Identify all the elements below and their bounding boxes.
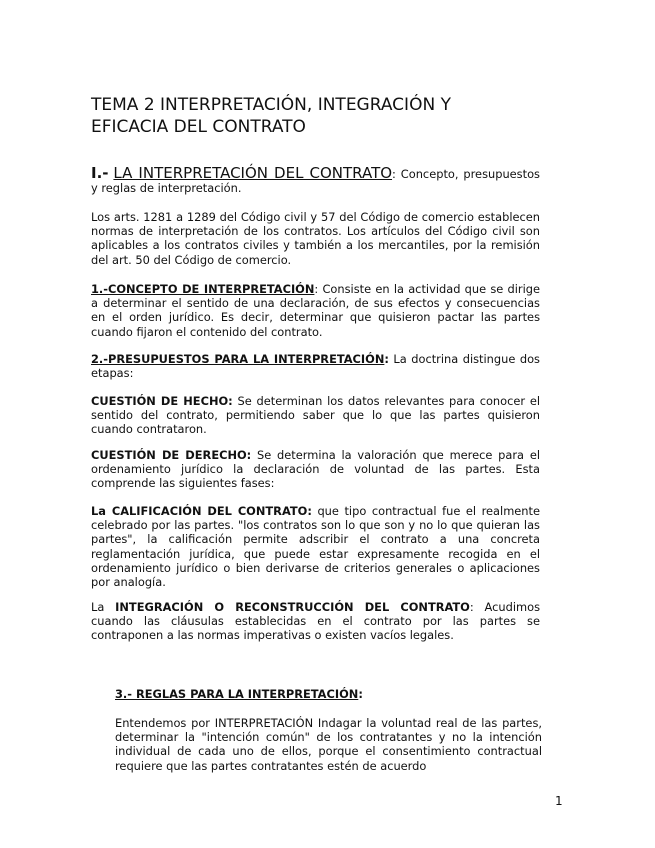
cuestion-derecho-label: CUESTIÓN DE DERECHO:	[91, 448, 252, 462]
presupuestos-text: La doctrina distingue dos etapas:	[91, 352, 540, 381]
concepto-heading: 1.-CONCEPTO DE INTERPRETACIÓN	[91, 282, 315, 296]
reglas-sep: :	[358, 687, 363, 701]
page-number: 1	[555, 794, 563, 808]
calificacion-text: que tipo contractual fue el realmente celebrado por las partes. "los contratos son lo que son y no lo que quieran las partes", la calificación permite adscribir el contrato a una concreta reglamentación jurídica, que puede estar expresamente recogida en el ordenamiento jurídico o bien derivarse de criterios generales o aplicaciones por analogía.	[91, 504, 540, 590]
intro-paragraph: Los arts. 1281 a 1289 del Código civil y 57 del Código de comercio establecen normas de interpretación de los contratos. Los artículos del Código civil son aplicables a los contratos civiles y también a los mercantiles, por la remisión del art. 50 del Código de comercio.	[91, 210, 540, 267]
calificacion-paragraph	[91, 504, 540, 589]
section-1-subtitle: Concepto, presupuestos y reglas de interpretación.	[91, 167, 540, 196]
integracion-paragraph	[91, 600, 540, 643]
section-1-number: I.-	[91, 164, 109, 182]
reglas-paragraph: Entendemos por INTERPRETACIÓN Indagar la voluntad real de las partes, determinar la "intención común" de los contratantes y no la intención individual de cada uno de ellos, porque el consentimiento contractual requiere que las partes contratantes estén de acuerdo	[115, 716, 542, 773]
section-1-heading	[91, 166, 540, 195]
section-1-sep: :	[392, 167, 396, 181]
cuestion-hecho-paragraph	[91, 394, 540, 437]
calificacion-label: La CALIFICACIÓN DEL CONTRATO:	[91, 504, 312, 518]
cuestion-hecho-text: Se determinan los datos relevantes para conocer el sentido del contrato, permitiendo saber que lo que las partes quisieron cuando contrataron.	[91, 394, 541, 437]
concepto-paragraph	[91, 282, 540, 339]
concepto-sep: :	[314, 282, 319, 296]
concepto-text: Consiste en la actividad que se dirige a determinar el sentido de una declaración, de sus efectos y consecuencias en el orden jurídico. Es decir, determinar que quisieron pactar las partes cuando fijaron el contenido del contrato.	[91, 282, 540, 339]
presupuestos-sep: :	[384, 352, 389, 366]
cuestion-hecho-label: CUESTIÓN DE HECHO:	[91, 394, 233, 408]
presupuestos-paragraph	[91, 352, 540, 380]
presupuestos-heading: 2.-PRESUPUESTOS PARA LA INTERPRETACIÓN	[91, 352, 385, 366]
cuestion-derecho-text: Se determina la valoración que merece para el ordenamiento jurídico la declaración de voluntad de las partes. Esta comprende las siguientes fases:	[91, 448, 540, 491]
integracion-prefix: La	[91, 600, 116, 614]
reglas-heading: 3.- REGLAS PARA LA INTERPRETACIÓN	[115, 687, 359, 701]
integracion-label: INTEGRACIÓN O RECONSTRUCCIÓN DEL CONTRATO	[115, 600, 470, 614]
section-1-title: LA INTERPRETACIÓN DEL CONTRATO	[113, 164, 393, 182]
cuestion-derecho-paragraph	[91, 448, 540, 491]
reglas-heading-line	[115, 687, 542, 701]
title-line-1: TEMA 2 INTERPRETACIÓN, INTEGRACIÓN Y	[91, 95, 451, 115]
integracion-text: : Acudimos cuando las cláusulas establecidas en el contrato por las partes se contraponen a las normas imperativas o existen vacíos legales.	[91, 600, 541, 643]
title-line-2: EFICACIA DEL CONTRATO	[91, 117, 306, 137]
document-title	[91, 94, 561, 138]
